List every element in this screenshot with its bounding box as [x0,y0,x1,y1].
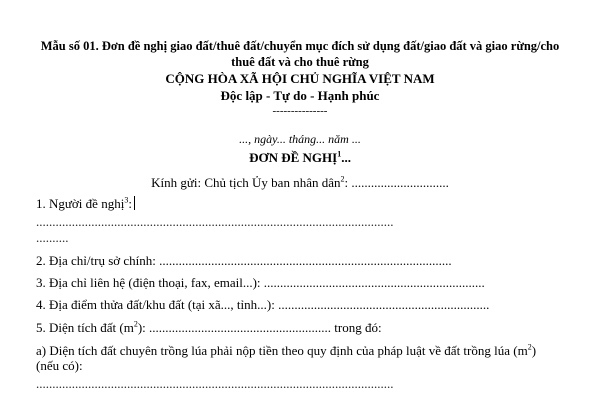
footnote-marker: 2 [527,342,532,352]
footnote-marker: 2 [133,320,138,329]
field-land-area-fill: ): ........................................................ trong đó: [137,320,382,335]
form-title: Mẫu số 01. Đơn đề nghị giao đất/thuê đất/chuyển mục đích sử dụng đất/giao đất và giao rừng/cho thuê đất và cho thuê rừng [40,39,560,69]
field-applicant-label: 1. Người đề nghị [36,196,125,211]
field-land-location[interactable]: 4. Địa điểm thửa đất/khu đất (tại xã..., tỉnh...): ................................................................. [36,297,490,312]
footnote-marker: 3 [124,196,129,205]
field-rice-land-fill-line[interactable]: .............................................................................................................. [36,377,394,391]
field-land-area[interactable] [36,320,564,336]
field-address[interactable]: 2. Địa chỉ/trụ sở chính: .......................................................................................... [36,253,452,268]
field-applicant-colon: : [128,196,132,211]
footnote-marker: 2 [340,174,345,184]
field-applicant-fill-line[interactable]: .............................................................................................................. [36,215,394,229]
field-contact[interactable]: 3. Địa chỉ liên hệ (điện thoại, fax, email...): .................................................................... [36,275,485,290]
recipient-fill: : .............................. [344,175,449,190]
field-land-area-label: 5. Diện tích đất (m [36,320,134,335]
national-name: CỘNG HÒA XÃ HỘI CHỦ NGHĨA VIỆT NAM [165,71,435,86]
document-title-text: ĐƠN ĐỀ NGHỊ [249,150,338,165]
field-applicant[interactable] [36,196,135,212]
national-motto: Độc lập - Tự do - Hạnh phúc [220,88,380,103]
text-cursor [134,196,135,210]
document-title [0,149,600,167]
field-rice-land-tail: ) (nếu có): [36,343,537,373]
header-separator: --------------- [272,105,328,117]
recipient-line [0,175,600,191]
footnote-marker: 1 [337,149,342,159]
field-rice-land-area[interactable] [36,343,556,373]
field-rice-land-text: a) Diện tích đất chuyên trồng lúa phải nộp tiền theo quy định của pháp luật về đất trồng lúa (m [36,343,528,358]
recipient-text: Kính gửi: Chủ tịch Ủy ban nhân dân [151,175,341,190]
document-title-tail: ... [341,150,351,165]
date-line: ..., ngày... tháng... năm ... [239,132,361,146]
field-applicant-fill-line-2[interactable]: .......... [36,231,69,245]
